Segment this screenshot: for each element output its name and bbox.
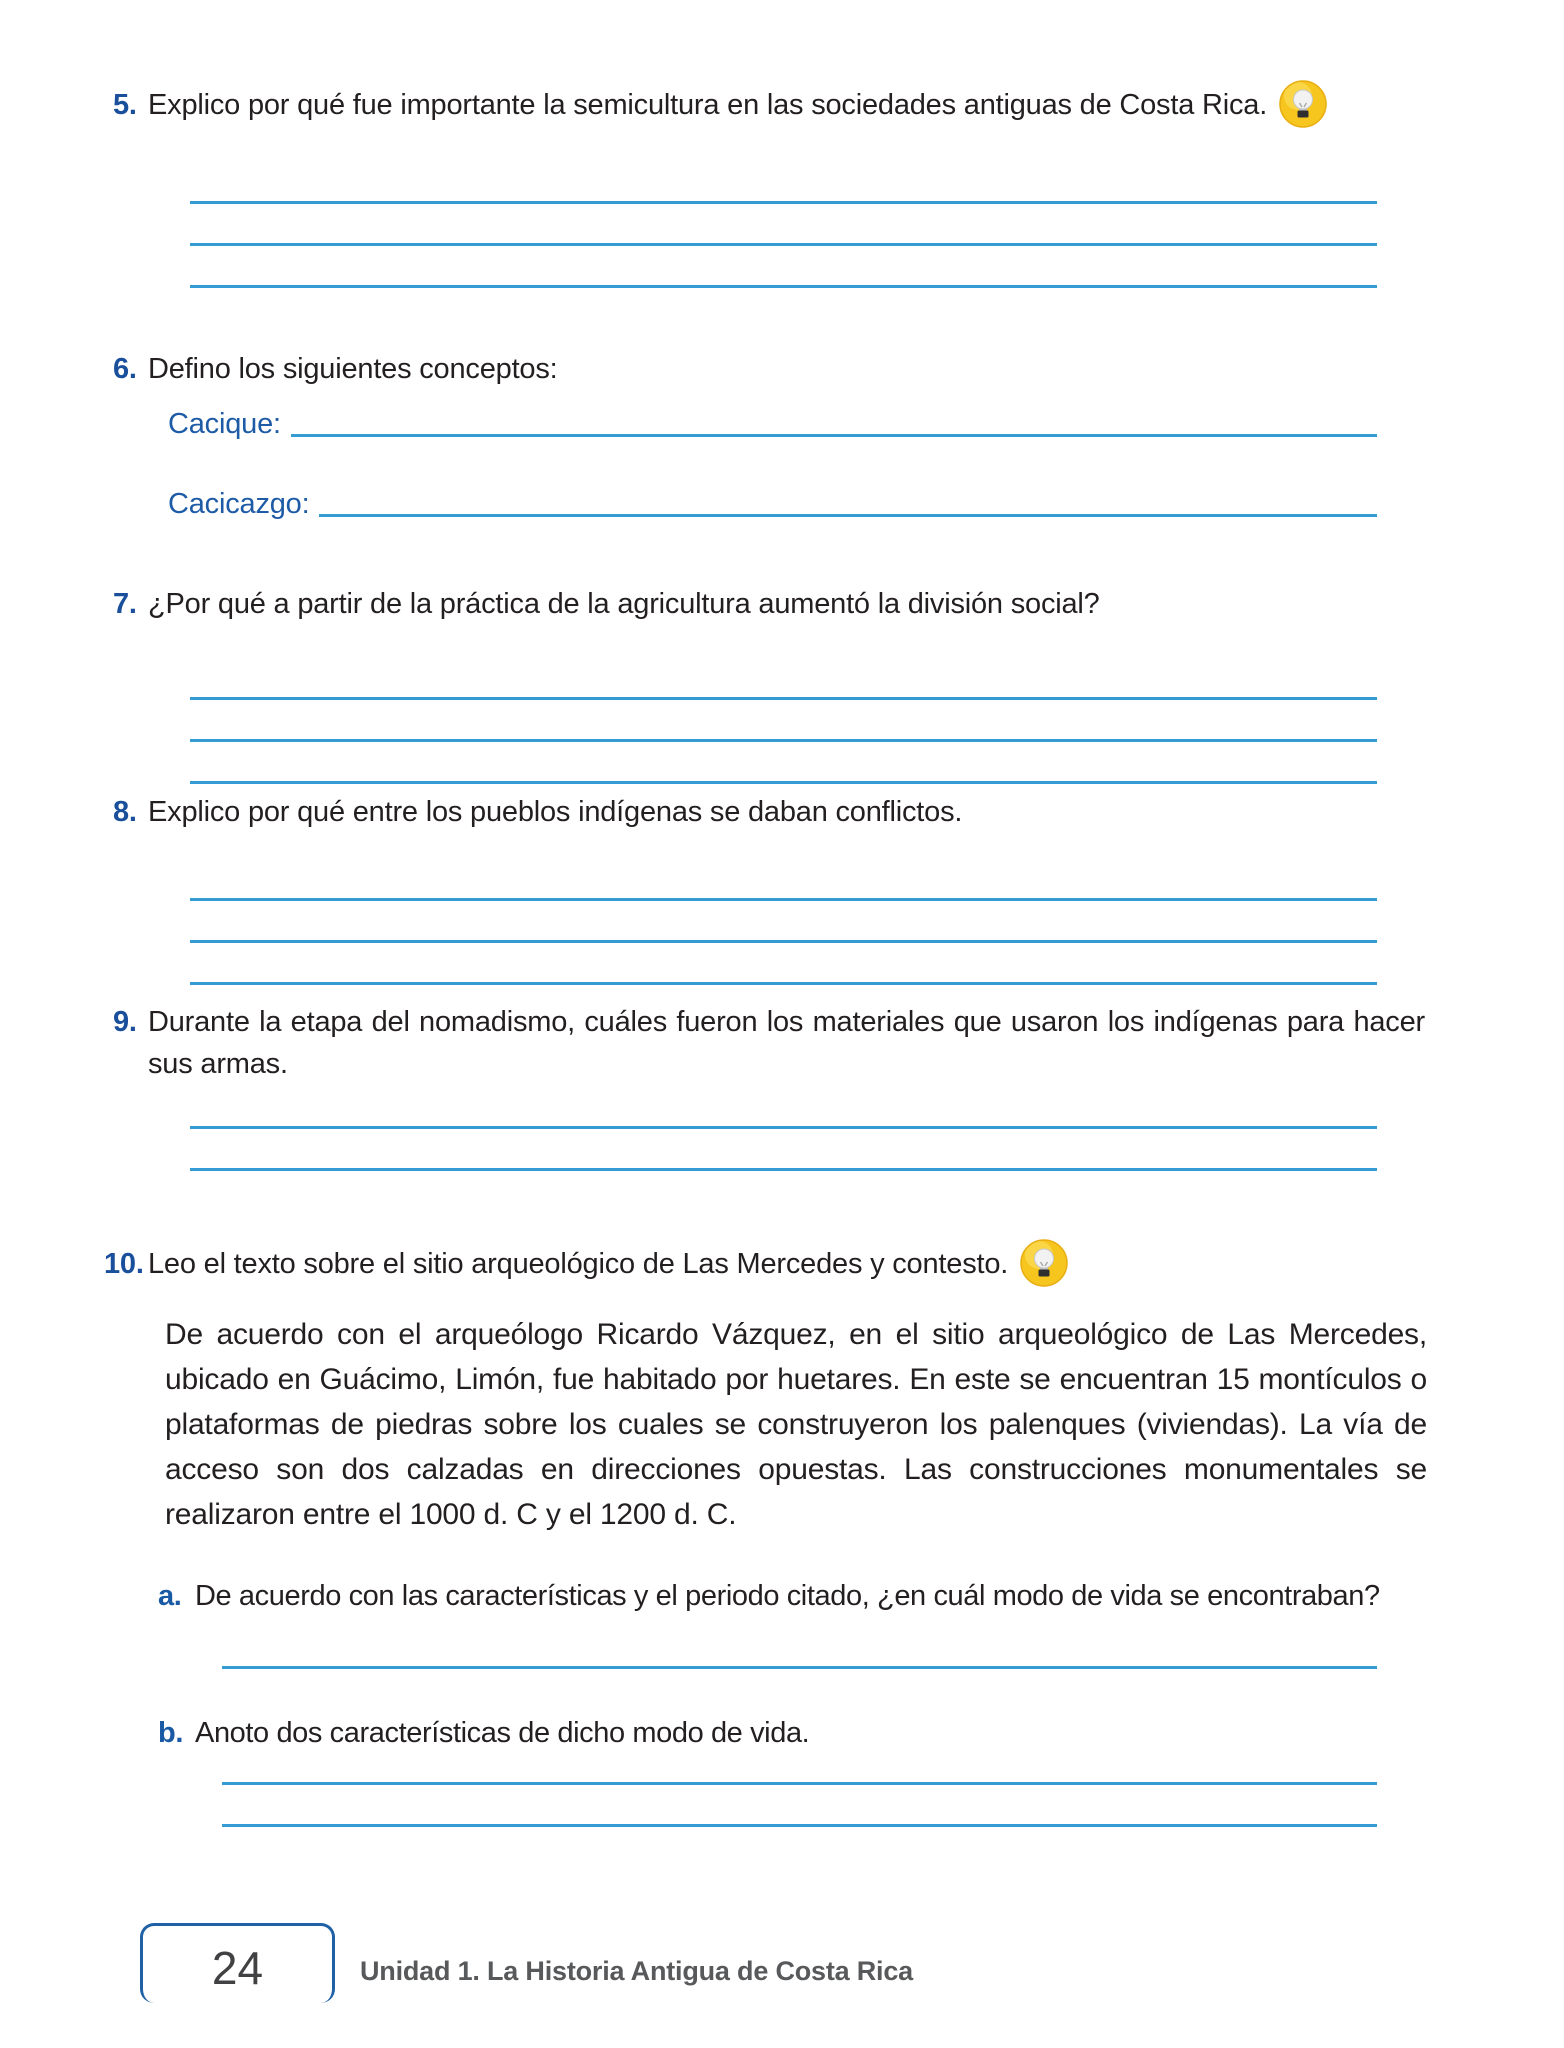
term-cacique [168,402,1377,446]
sub-question-b-letter: b. [158,1717,183,1749]
sub-question-b [158,1712,1438,1754]
sub-question-a-text: De acuerdo con las características y el periodo citado, ¿en cuál modo de vida se encontraban? [195,1580,1380,1612]
term-cacicazgo [168,482,1377,526]
sub-question-a-letter: a. [158,1580,182,1612]
answer-line[interactable] [190,1168,1377,1171]
answer-line[interactable] [190,982,1377,985]
answer-line[interactable] [291,434,1377,437]
answer-line[interactable] [222,1666,1377,1669]
question-8 [113,791,962,833]
answer-line[interactable] [222,1824,1377,1827]
question-10-number: 10. [104,1248,144,1280]
answer-line[interactable] [190,201,1377,204]
question-7 [113,583,1100,625]
question-10 [104,1243,1068,1287]
term-label-cacicazgo: Cacicazgo: [168,488,310,520]
question-5 [113,84,1327,128]
answer-line[interactable] [190,1126,1377,1129]
term-label-cacique: Cacique: [168,408,281,440]
page-number-box [140,1923,335,2003]
sub-question-b-text: Anoto dos características de dicho modo de vida. [195,1717,810,1749]
question-8-text: Explico por qué entre los pueblos indígenas se daban conflictos. [148,796,963,828]
question-9-text: Durante la etapa del nomadismo, cuáles fueron los materiales que usaron los indígenas para hacer sus armas. [148,1006,1425,1080]
page-number: 24 [211,1941,264,1994]
footer-unit-title: Unidad 1. La Historia Antigua de Costa Rica [360,1956,913,1986]
question-6-number: 6. [113,353,137,385]
answer-line[interactable] [190,781,1377,784]
answer-line[interactable] [190,285,1377,288]
answer-line[interactable] [190,898,1377,901]
answer-line[interactable] [190,697,1377,700]
question-9-number: 9. [113,1006,137,1038]
answer-line[interactable] [190,243,1377,246]
question-7-text: ¿Por qué a partir de la práctica de la agricultura aumentó la división social? [148,588,1100,620]
question-7-number: 7. [113,588,137,620]
answer-line[interactable] [319,514,1377,517]
question-10-text: Leo el texto sobre el sitio arqueológico de Las Mercedes y contesto. [148,1248,1009,1280]
answer-line[interactable] [190,739,1377,742]
question-6-text: Defino los siguientes conceptos: [148,353,558,385]
passage-las-mercedes: De acuerdo con el arqueólogo Ricardo Vázquez, en el sitio arqueológico de Las Mercedes, ubicado en Guácimo, Limón, fue habitado por huetares. En este se encuentran 15 montículos o plataformas de piedras sobre los cuales se construyeron los palenques (viviendas). La vía de acceso son dos calzadas en direcciones opuestas. Las construcciones monumentales se realizaron entre el 1000 d. C y el 1200 d. C. [165,1318,1427,1531]
question-5-text: Explico por qué fue importante la semicultura en las sociedades antiguas de Costa Rica. [148,89,1268,121]
lightbulb-icon [1279,80,1327,128]
question-6 [113,348,558,390]
sub-question-a [158,1575,1438,1617]
question-5-number: 5. [113,89,137,121]
answer-line[interactable] [190,940,1377,943]
answer-line[interactable] [222,1782,1377,1785]
question-8-number: 8. [113,796,137,828]
lightbulb-icon [1020,1239,1068,1287]
question-9 [113,1001,1425,1085]
